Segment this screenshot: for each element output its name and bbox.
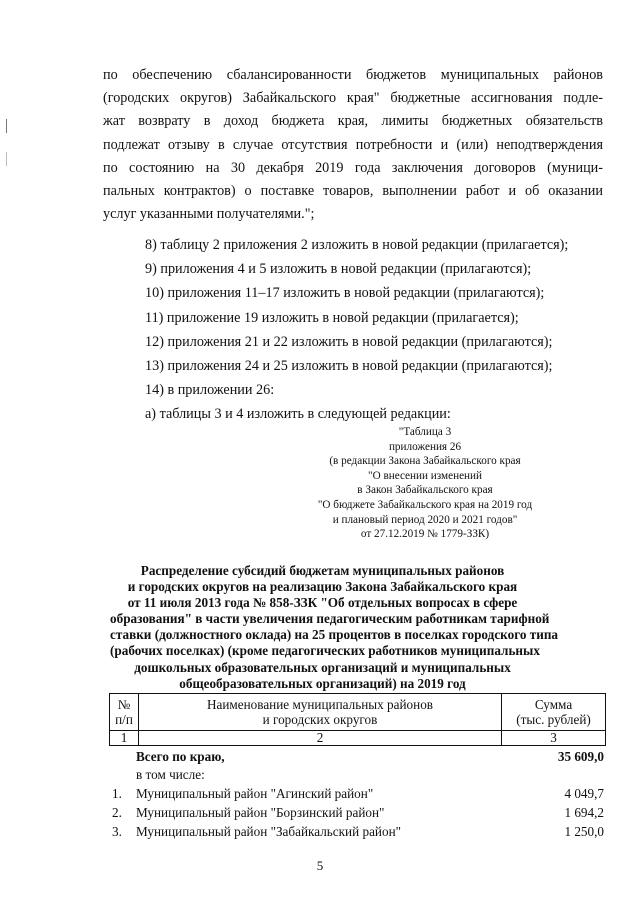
column-number-cell: 3 [502, 731, 606, 746]
column-number-cell: 2 [139, 731, 502, 746]
reference-line: "Таблица 3 [398, 426, 452, 438]
list-item: 10) приложения 11–17 изложить в новой редакции (прилагаются); [145, 285, 545, 302]
reference-line: приложения 26 [388, 440, 462, 453]
row-name: Муниципальный район "Агинский район" [136, 786, 374, 801]
heading-line: и городских округов на реализацию Закона Забайкальского края [127, 579, 518, 595]
distribution-table-header [109, 693, 606, 746]
column-number-cell: 1 [110, 731, 139, 746]
reference-line: "О внесении изменений [368, 469, 482, 482]
intro-line: подлежат отзыву в случае отсутствия потребности и (или) неподтверждения [103, 136, 603, 153]
row-number: 2. [112, 805, 122, 820]
heading-line: ставки (должностного оклада) на 25 процентов в поселках городского типа [110, 627, 559, 643]
page-number: 5 [316, 858, 324, 873]
margin-mark [6, 152, 7, 166]
row-name: Муниципальный район "Борзинский район" [136, 805, 385, 820]
header-text: (тыс. рублей) [516, 712, 591, 727]
reference-line: "О бюджете Забайкальского края на 2019 год [317, 498, 533, 511]
total-label: Всего по краю, [136, 749, 225, 764]
amendment-list [145, 233, 568, 427]
heading-line: общеобразовательных организаций) на 2019 год [179, 675, 466, 691]
heading-line: Распределение субсидий бюджетам муниципальных районов [140, 563, 505, 578]
intro-line: жат возврату в доход бюджета края, лимиты бюджетных обязательств [103, 113, 603, 130]
row-number: 1. [112, 786, 122, 801]
reference-line: от 27.12.2019 № 1779-ЗЗК) [360, 528, 490, 541]
list-item: а) таблицы 3 и 4 изложить в следующей редакции: [145, 406, 451, 423]
heading-line: образования" в части увеличения педагогическим работникам тарифной [110, 611, 550, 627]
intro-line: пальных контрактов) о поставке товаров, выполнении работ и об оказании [103, 182, 603, 199]
table-reference-block [310, 425, 540, 542]
heading-line: дошкольных образовательных организаций и муниципальных [134, 659, 511, 675]
reference-line: в Закон Забайкальского края [357, 484, 493, 497]
header-text: Сумма [534, 697, 573, 712]
list-item: 8) таблицу 2 приложения 2 изложить в новой редакции (прилагается); [145, 237, 569, 253]
reference-line: (в редакции Закона Забайкальского края [329, 455, 521, 468]
table-heading [110, 563, 559, 692]
margin-mark [6, 119, 7, 133]
column-header-name [139, 694, 502, 731]
intro-paragraph [103, 64, 603, 226]
heading-line: (рабочих поселках) (кроме педагогических работников муниципальных [110, 643, 540, 659]
heading-line: от 11 июля 2013 года № 858-ЗЗК "Об отдельных вопросах в сфере [127, 595, 518, 611]
row-value: 4 049,7 [564, 786, 604, 801]
intro-line: (городских округов) Забайкальского края" бюджетные ассигнования подле- [103, 90, 603, 107]
row-number: 3. [112, 824, 122, 839]
reference-line: и плановый период 2020 и 2021 годов" [332, 513, 518, 526]
list-item: 11) приложение 19 изложить в новой редакции (прилагается); [145, 309, 519, 326]
total-value: 35 609,0 [557, 749, 604, 764]
list-item: 9) приложения 4 и 5 изложить в новой редакции (прилагаются); [145, 261, 532, 278]
row-value: 1 694,2 [564, 805, 604, 820]
intro-line: по состоянию на 30 декабря 2019 года заключения договоров (муници- [103, 159, 603, 176]
header-text: и городских округов [262, 712, 378, 727]
header-text: № [117, 697, 131, 712]
column-header-amount [502, 694, 606, 731]
column-header-number [110, 694, 139, 731]
list-item: 12) приложения 21 и 22 изложить в новой редакции (прилагаются); [145, 333, 553, 350]
row-value: 1 250,0 [564, 824, 604, 839]
header-text: Наименование муниципальных районов [206, 697, 434, 712]
header-text: п/п [115, 712, 133, 727]
intro-line: услуг указанными получателями."; [103, 206, 315, 223]
list-item: 13) приложения 24 и 25 изложить в новой редакции (прилагаются); [145, 357, 553, 374]
intro-line: по обеспечению сбалансированности бюджетов муниципальных районов [103, 67, 603, 83]
subtotal-label: в том числе: [136, 767, 205, 782]
row-name: Муниципальный район "Забайкальский район" [136, 824, 402, 839]
list-item: 14) в приложении 26: [145, 382, 275, 399]
